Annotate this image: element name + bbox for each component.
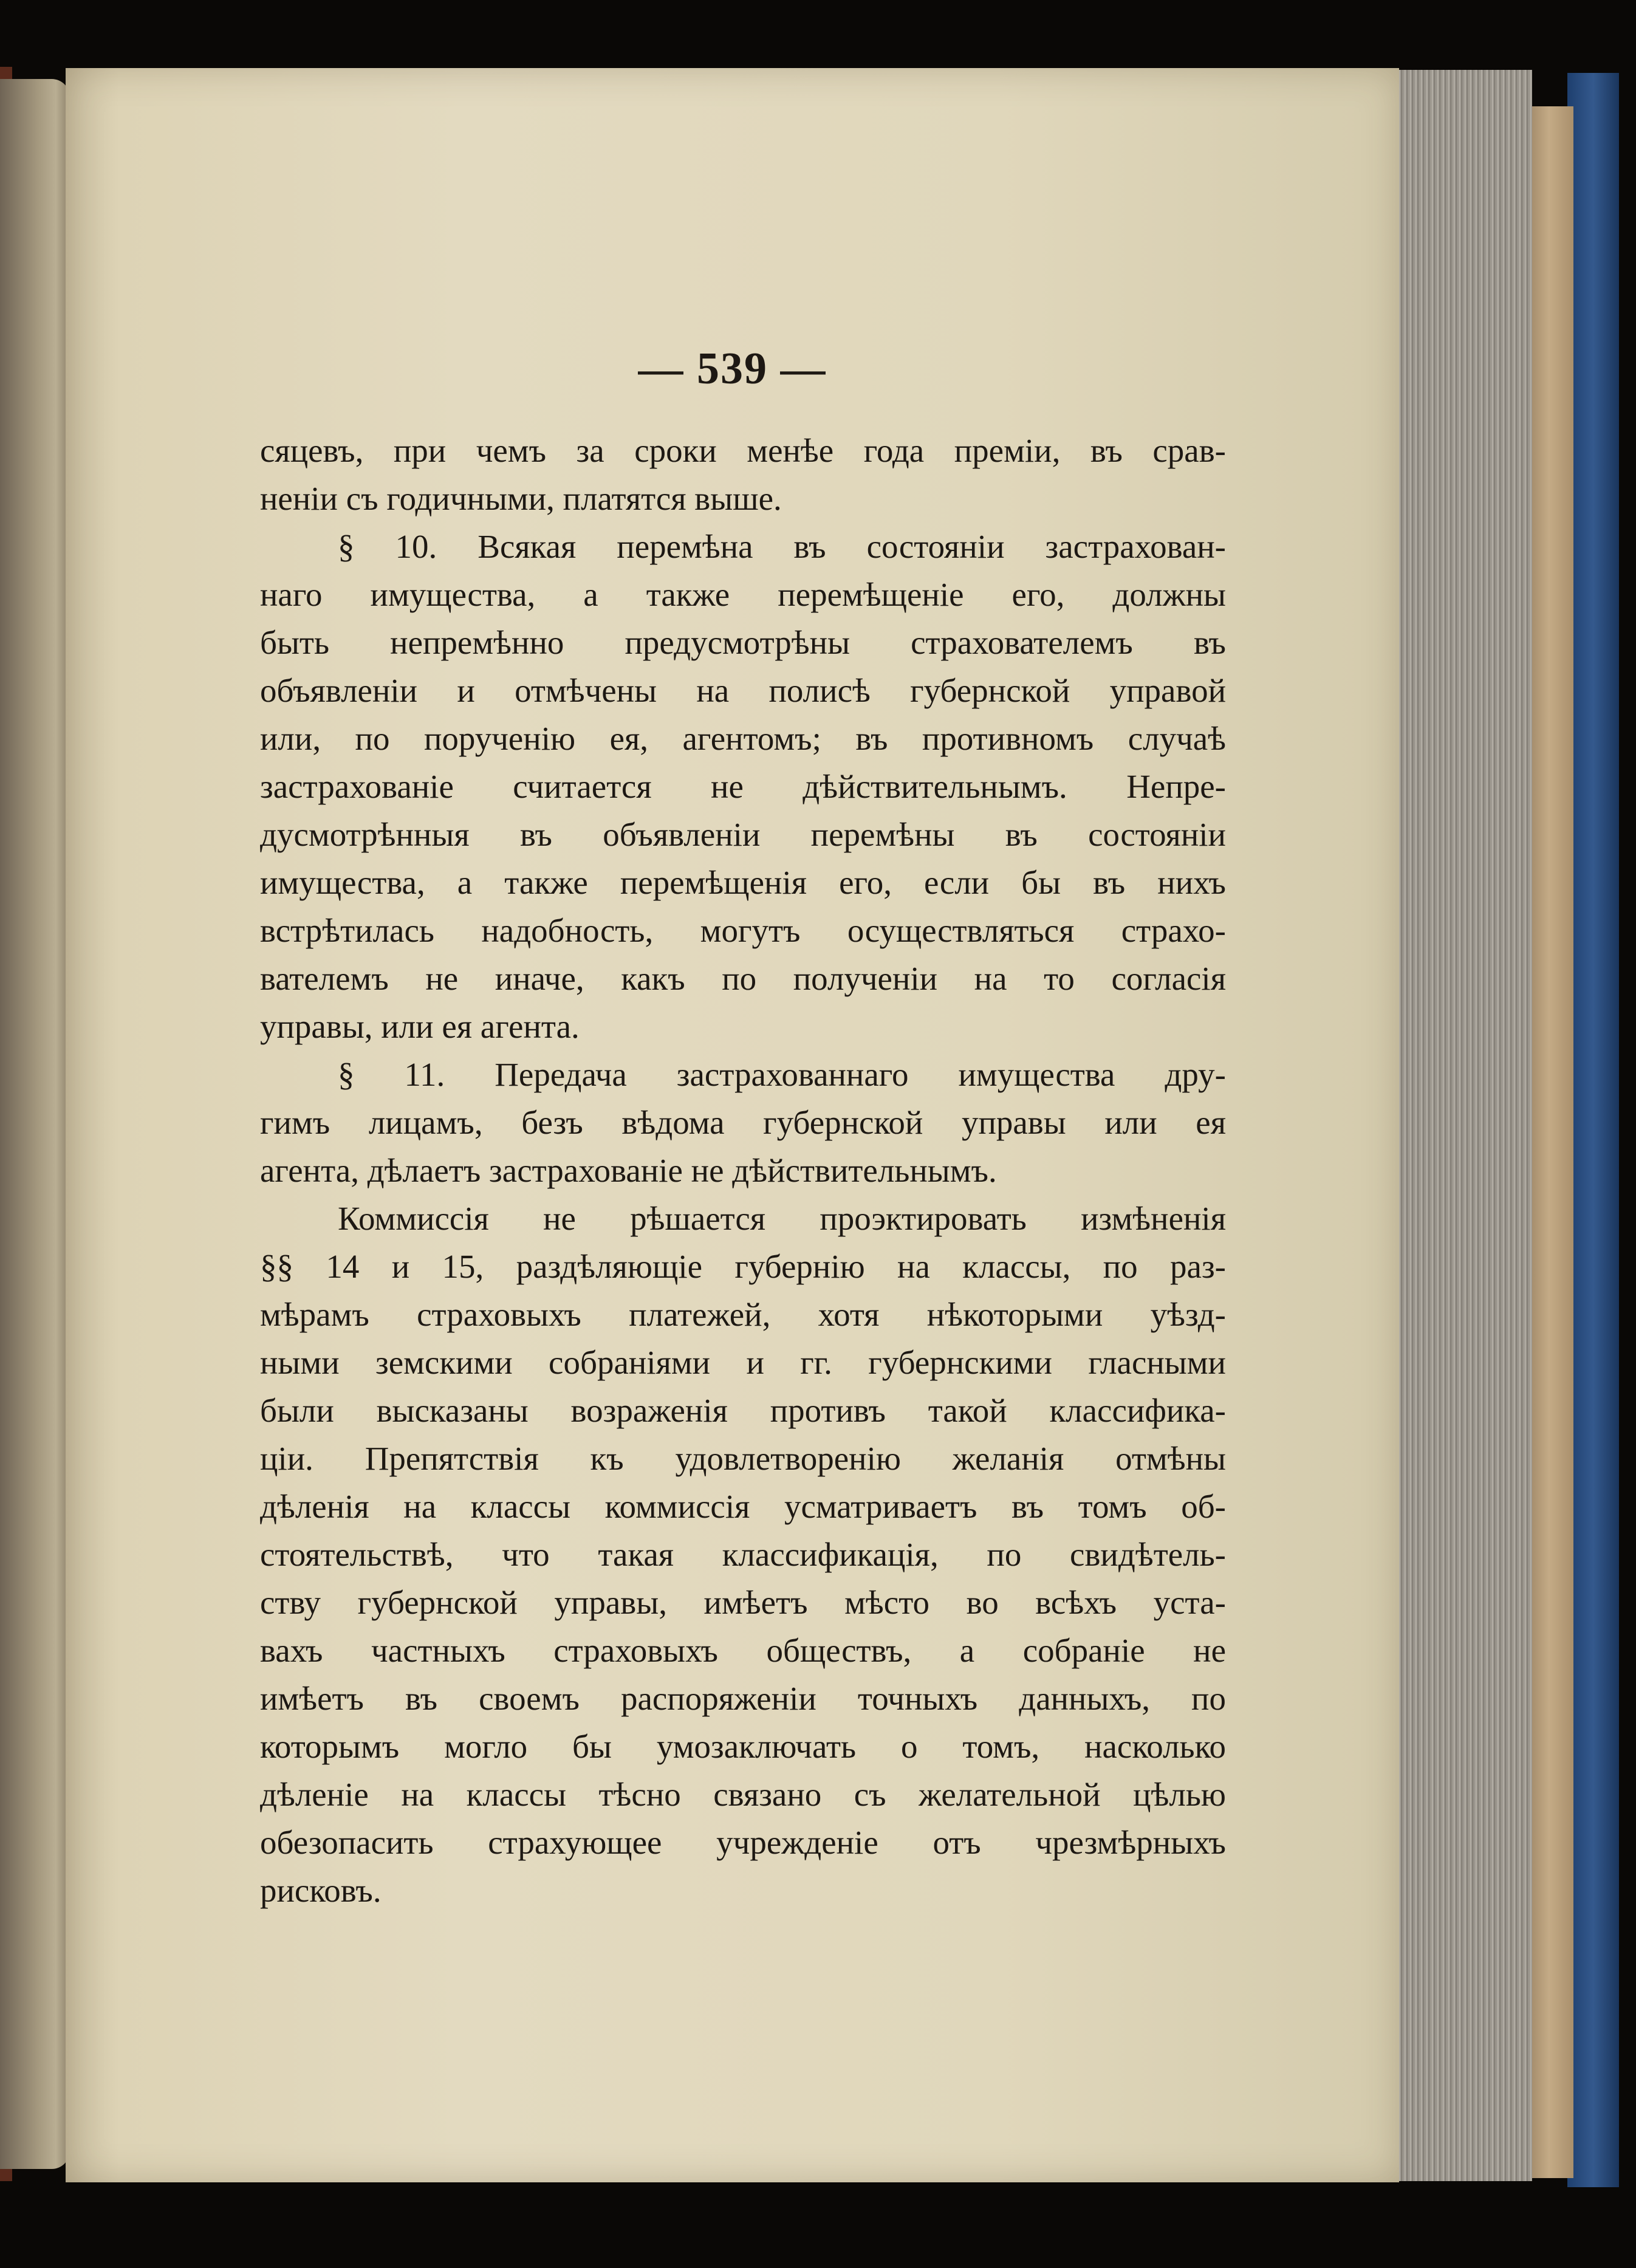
text-line: имѣетъ въ своемъ распоряженіи точныхъ данныхъ, по bbox=[260, 1680, 1226, 1717]
text-line: вахъ частныхъ страховыхъ обществъ, а собраніе не bbox=[260, 1632, 1226, 1669]
text-line: §§ 14 и 15, раздѣляющіе губернію на классы, по раз- bbox=[260, 1248, 1226, 1285]
text-line: неніи съ годичными, платятся выше. bbox=[260, 480, 782, 517]
text-line: ству губернской управы, имѣетъ мѣсто во всѣхъ уста- bbox=[260, 1584, 1226, 1621]
text-line: которымъ могло бы умозаключать о томъ, насколько bbox=[260, 1728, 1226, 1765]
text-line: управы, или ея агента. bbox=[260, 1008, 580, 1045]
text-line: агента, дѣлаетъ застрахованіе не дѣйствительнымъ. bbox=[260, 1152, 997, 1189]
text-line: рисковъ. bbox=[260, 1872, 382, 1909]
text-line: имущества, а также перемѣщенія его, если бы въ нихъ bbox=[260, 864, 1226, 901]
left-page-edge bbox=[0, 79, 70, 2169]
text-line: § 10. Всякая перемѣна въ состояніи застрахован- bbox=[338, 528, 1226, 565]
text-line: ными земскими собраніями и гг. губернскими гласными bbox=[260, 1344, 1226, 1381]
text-line: § 11. Передача застрахованнаго имущества дру- bbox=[338, 1056, 1226, 1093]
text-line: дѣленія на классы коммиссія усматриваетъ въ томъ об- bbox=[260, 1488, 1226, 1525]
text-line: вателемъ не иначе, какъ по полученіи на то согласія bbox=[260, 960, 1226, 997]
text-line: встрѣтилась надобность, могутъ осуществляться страхо- bbox=[260, 912, 1226, 949]
cover-board-edge bbox=[1525, 106, 1573, 2178]
body-text bbox=[260, 427, 1226, 1914]
page-stack-edges bbox=[1391, 70, 1532, 2181]
text-line: быть непремѣнно предусмотрѣны страхователемъ въ bbox=[260, 624, 1226, 661]
text-line: ціи. Препятствія къ удовлетворенію желанія отмѣны bbox=[260, 1440, 1226, 1477]
text-line: гимъ лицамъ, безъ вѣдома губернской управы или ея bbox=[260, 1104, 1226, 1141]
text-line: наго имущества, а также перемѣщеніе его, должны bbox=[260, 576, 1226, 613]
text-line: застрахованіе считается не дѣйствительнымъ. Непре- bbox=[260, 768, 1226, 805]
text-line: Коммиссія не рѣшается проэктировать измѣненія bbox=[338, 1200, 1226, 1237]
text-line: мѣрамъ страховыхъ платежей, хотя нѣкоторыми уѣзд- bbox=[260, 1296, 1226, 1333]
text-line: дѣленіе на классы тѣсно связано съ желательной цѣлью bbox=[260, 1776, 1226, 1813]
text-line: обезопасить страхующее учрежденіе отъ чрезмѣрныхъ bbox=[260, 1824, 1226, 1861]
book-page bbox=[66, 68, 1399, 2182]
text-line: дусмотрѣнныя въ объявленіи перемѣны въ состояніи bbox=[260, 816, 1226, 853]
text-line: объявленіи и отмѣчены на полисѣ губернской управой bbox=[260, 672, 1226, 709]
book-cover-edge bbox=[1567, 73, 1619, 2187]
text-line: стоятельствѣ, что такая классификація, по свидѣтель- bbox=[260, 1536, 1226, 1573]
text-line: или, по порученію ея, агентомъ; въ противномъ случаѣ bbox=[260, 720, 1226, 757]
text-line: были высказаны возраженія противъ такой классифика- bbox=[260, 1392, 1226, 1429]
text-line: сяцевъ, при чемъ за сроки менѣе года преміи, въ срав- bbox=[260, 432, 1226, 469]
page-number: — 539 — bbox=[638, 344, 827, 394]
